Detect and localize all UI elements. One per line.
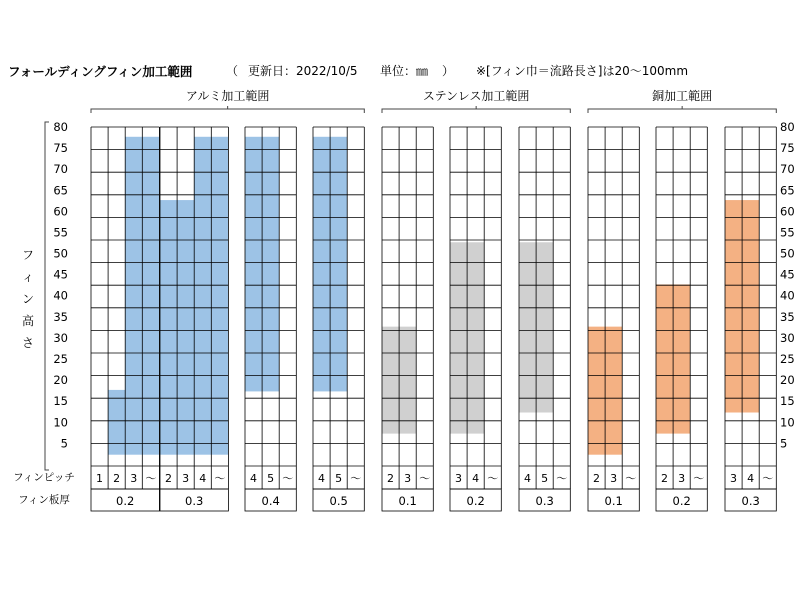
material-brace [382,109,570,113]
y-tick-label-left: 45 [53,267,68,282]
width-note: ※[フィン巾＝流路長さ]は20～100mm [476,64,689,78]
range-bar [588,327,605,455]
y-tick-label-left: 35 [53,309,68,324]
pitch-label: 4 [318,472,326,485]
y-tick-label-left: 20 [53,373,68,388]
pitch-label: ～ [556,472,568,485]
pitch-label: 4 [199,472,207,485]
y-tick-label-left: 25 [53,352,68,367]
range-bar [125,137,142,455]
range-bar [467,242,484,433]
y-tick-label-left: 40 [53,288,68,303]
y-tick-label-left: 75 [53,141,68,156]
material-brace [588,109,776,113]
thickness-label: 0.3 [185,494,204,508]
thickness-label: 0.3 [741,494,760,508]
y-axis-label: 高 [21,314,35,328]
thickness-label: 0.3 [535,494,554,508]
range-bar [194,137,211,455]
y-tick-label-left: 15 [53,394,68,409]
y-tick-label-right: 50 [780,246,795,261]
y-tick-label-right: 5 [780,436,788,451]
pitch-label: 3 [130,472,138,485]
pitch-label: 1 [96,472,104,485]
pitch-label: ～ [145,472,157,485]
pitch-label: 5 [541,472,549,485]
pitch-label: 4 [250,472,258,485]
y-axis-label: ィ [21,270,35,284]
y-tick-label-left: 60 [53,204,68,219]
y-tick-label-right: 75 [780,141,795,156]
y-tick-label-right: 70 [780,162,795,177]
y-tick-label-right: 60 [780,204,795,219]
pitch-label: 2 [661,472,669,485]
pitch-label: ～ [350,472,362,485]
range-bar [108,390,125,455]
page-title: フォールディングフィン加工範囲 [8,64,193,79]
thickness-label: 0.2 [672,494,691,508]
range-bar [519,242,536,412]
update-date: 更新日：2022/10/5 [248,64,358,78]
range-bar [450,242,467,433]
pitch-label: 3 [182,472,190,485]
y-tick-label-right: 40 [780,288,795,303]
unit-label: 単位：㎜ [380,64,429,78]
pitch-label: 2 [165,472,173,485]
range-bar [742,200,759,412]
paren-close: ） [442,64,455,78]
pitch-label: 4 [747,472,755,485]
pitch-label: ～ [419,472,431,485]
material-label: ステンレス加工範囲 [422,89,530,103]
y-tick-label-right: 25 [780,352,795,367]
y-tick-label-left: 50 [53,246,68,261]
pitch-label: ～ [214,472,226,485]
pitch-label: 3 [730,472,738,485]
pitch-label: 4 [472,472,480,485]
y-tick-label-right: 20 [780,373,795,388]
row-label-thickness: フィン板厚 [18,494,70,506]
range-bar [673,284,690,433]
y-tick-label-left: 55 [53,225,68,240]
y-axis-label: ン [21,292,35,306]
range-bar [656,284,673,433]
y-tick-label-right: 45 [780,267,795,282]
thickness-label: 0.1 [604,494,623,508]
range-bar [725,200,742,412]
y-tick-label-right: 65 [780,183,795,198]
y-tick-label-right: 35 [780,309,795,324]
y-tick-label-left: 30 [53,330,68,345]
y-tick-label-right: 30 [780,330,795,345]
pitch-label: 2 [593,472,601,485]
y-tick-label-left: 80 [53,120,68,134]
y-tick-label-left: 10 [53,415,68,430]
pitch-label: 5 [267,472,275,485]
paren-open: （ [226,64,239,78]
y-tick-label-left: 70 [53,162,68,177]
range-bar [142,137,159,455]
y-tick-label-right: 15 [780,394,795,409]
range-bar [605,327,622,455]
row-label-pitch: フィンピッチ [13,471,75,484]
pitch-label: 3 [610,472,618,485]
y-tick-label-right: 55 [780,225,795,240]
range-bar [177,200,194,455]
range-bar [382,327,399,434]
y-tick-label-right: 10 [780,415,795,430]
thickness-label: 0.2 [466,494,485,508]
pitch-label: ～ [625,472,637,485]
y-axis-label: フ [21,248,35,262]
thickness-label: 0.5 [329,494,348,508]
pitch-label: 5 [335,472,343,485]
pitch-label: ～ [762,472,774,485]
pitch-label: ～ [282,472,294,485]
material-brace [91,109,364,113]
pitch-label: 3 [678,472,686,485]
range-bar [536,242,553,412]
pitch-label: 3 [455,472,463,485]
pitch-label: 2 [387,472,395,485]
range-bar [160,200,177,455]
material-label: アルミ加工範囲 [185,89,270,103]
y-tick-label-right: 80 [780,120,795,134]
pitch-label: ～ [693,472,705,485]
pitch-label: 4 [524,472,532,485]
thickness-label: 0.1 [398,494,417,508]
material-label: 銅加工範囲 [652,89,713,103]
thickness-label: 0.2 [116,494,135,508]
y-tick-label-left: 65 [53,183,68,198]
thickness-label: 0.4 [261,494,280,508]
pitch-label: 3 [404,472,412,485]
y-axis-bracket [45,122,49,470]
pitch-label: ～ [487,472,499,485]
y-tick-label-left: 5 [60,436,68,451]
range-bar [211,137,228,455]
pitch-label: 2 [113,472,121,485]
range-bar [399,327,416,434]
y-axis-label: さ [21,336,35,350]
